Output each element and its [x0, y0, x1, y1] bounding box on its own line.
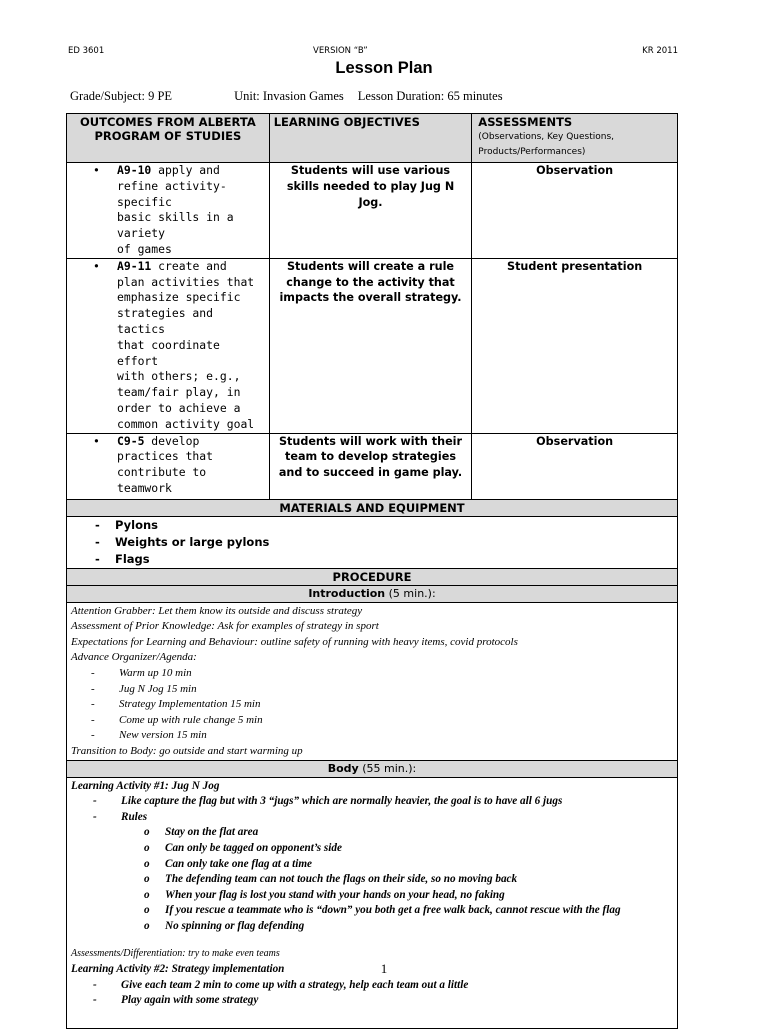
body-content-row [67, 777, 678, 1028]
assessments-subheader: (Observations, Key Questions, Products/Performances) [478, 132, 615, 157]
introduction-heading: Introduction (5 min.): [308, 586, 436, 600]
list-item: - Like capture the flag but with 3 “jugs” which are normally heavier, the goal is to have all 6 jugs [93, 795, 563, 808]
objective-cell: Students will use various skills needed to play Jug N Jog. [269, 163, 472, 259]
list-item: - Flags [95, 551, 150, 566]
objective-cell: Students will create a rule change to the activity that impacts the overall strategy. [269, 258, 472, 433]
unit: Unit: Invasion Games [234, 89, 344, 103]
materials-header-row [67, 499, 678, 516]
outcome-code: C9-5 [117, 433, 145, 448]
list-item: o Stay on the flat area [144, 826, 259, 839]
list-item: - Give each team 2 min to come up with a strategy, help each team out a little [93, 978, 469, 991]
assessments-column-header: ASSESSMENTS (Observations, Key Questions, Products/Performances) [472, 114, 678, 163]
list-item: o Can only be tagged on opponent’s side [144, 841, 342, 854]
list-item: - Warm up 10 min [91, 666, 192, 679]
list-item: - Pylons [95, 517, 159, 532]
list-item: - Weights or large pylons [95, 534, 270, 549]
lesson-duration: Lesson Duration: 65 minutes [357, 89, 503, 103]
agenda-heading: Advance Organizer/Agenda: [71, 651, 197, 664]
attention-grabber: Attention Grabber: Let them know its outside and discuss strategy [71, 604, 363, 617]
objectives-column-header: LEARNING OBJECTIVES [269, 114, 472, 163]
list-item: - Play again with some strategy [93, 994, 259, 1007]
list-item: o Can only take one flag at a time [144, 857, 312, 870]
lesson-plan-table [66, 113, 678, 1029]
introduction-header-row [67, 585, 678, 602]
introduction-content-row [67, 602, 678, 760]
outcome-cell: • A9-11 create and plan activities that emphasize specific strategies and tactics that coordinate effort with others; e.g., team/fair play, in order to achieve a common activity goal [67, 258, 270, 433]
table-row [67, 163, 678, 259]
page-number: 1 [380, 961, 388, 976]
version-label: VERSION “B” [313, 46, 368, 56]
document-header [68, 46, 678, 60]
body-header-row [67, 760, 678, 777]
table-row [67, 433, 678, 499]
list-item: o No spinning or flag defending [144, 919, 305, 932]
list-item: o When your flag is lost you stand with your hands on your head, no faking [144, 888, 505, 901]
materials-list-row [67, 516, 678, 568]
assessment-cell: Student presentation [472, 258, 678, 433]
transition-to-body: Transition to Body: go outside and start warming up [71, 744, 303, 757]
list-item: o If you rescue a teammate who is “down” you both get a free walk back, cannot rescue with the flag [144, 904, 621, 917]
course-code: ED 3601 [68, 46, 105, 56]
differentiation-note: Assessments/Differentiation: try to make even teams [71, 948, 280, 960]
list-item: o The defending team can not touch the flags on their side, so no moving back [144, 873, 518, 886]
activity-1-title: Learning Activity #1: Jug N Jog [71, 779, 220, 792]
expectations: Expectations for Learning and Behaviour: outline safety of running with heavy items, covid protocols [71, 635, 518, 648]
procedure-header-row [67, 568, 678, 585]
list-item: - Come up with rule change 5 min [91, 713, 263, 726]
assessment-cell: Observation [472, 163, 678, 259]
procedure-heading: PROCEDURE [332, 569, 412, 584]
lesson-info [70, 89, 710, 104]
outcome-cell: • C9-5 develop practices that contribute to teamwork [67, 433, 270, 499]
page-title: Lesson Plan [335, 59, 433, 77]
objective-cell: Students will work with their team to develop strategies and to succeed in game play. [269, 433, 472, 499]
assessment-cell: Observation [472, 433, 678, 499]
table-header-row [67, 114, 678, 163]
rules-label: Rules [121, 810, 148, 823]
author-code: KR 2011 [642, 46, 678, 56]
prior-knowledge: Assessment of Prior Knowledge: Ask for examples of strategy in sport [71, 620, 379, 633]
outcome-cell: • A9-10 apply and refine activity-specific basic skills in a variety of games [67, 163, 270, 259]
table-row [67, 258, 678, 433]
outcomes-column-header: OUTCOMES FROM ALBERTA PROGRAM OF STUDIES [67, 114, 270, 163]
grade-subject: Grade/Subject: 9 PE [70, 89, 173, 103]
list-item: - Strategy Implementation 15 min [91, 698, 261, 711]
activity-2-title: Learning Activity #2: Strategy implementation [71, 963, 285, 976]
materials-heading: MATERIALS AND EQUIPMENT [279, 500, 465, 515]
outcome-code: A9-11 [117, 258, 152, 273]
outcome-code: A9-10 [117, 163, 152, 177]
body-heading: Body (55 min.): [327, 761, 417, 775]
list-item: - New version 15 min [91, 729, 207, 742]
list-item: - Rules [71, 810, 677, 826]
list-item: - Jug N Jog 15 min [91, 682, 197, 695]
